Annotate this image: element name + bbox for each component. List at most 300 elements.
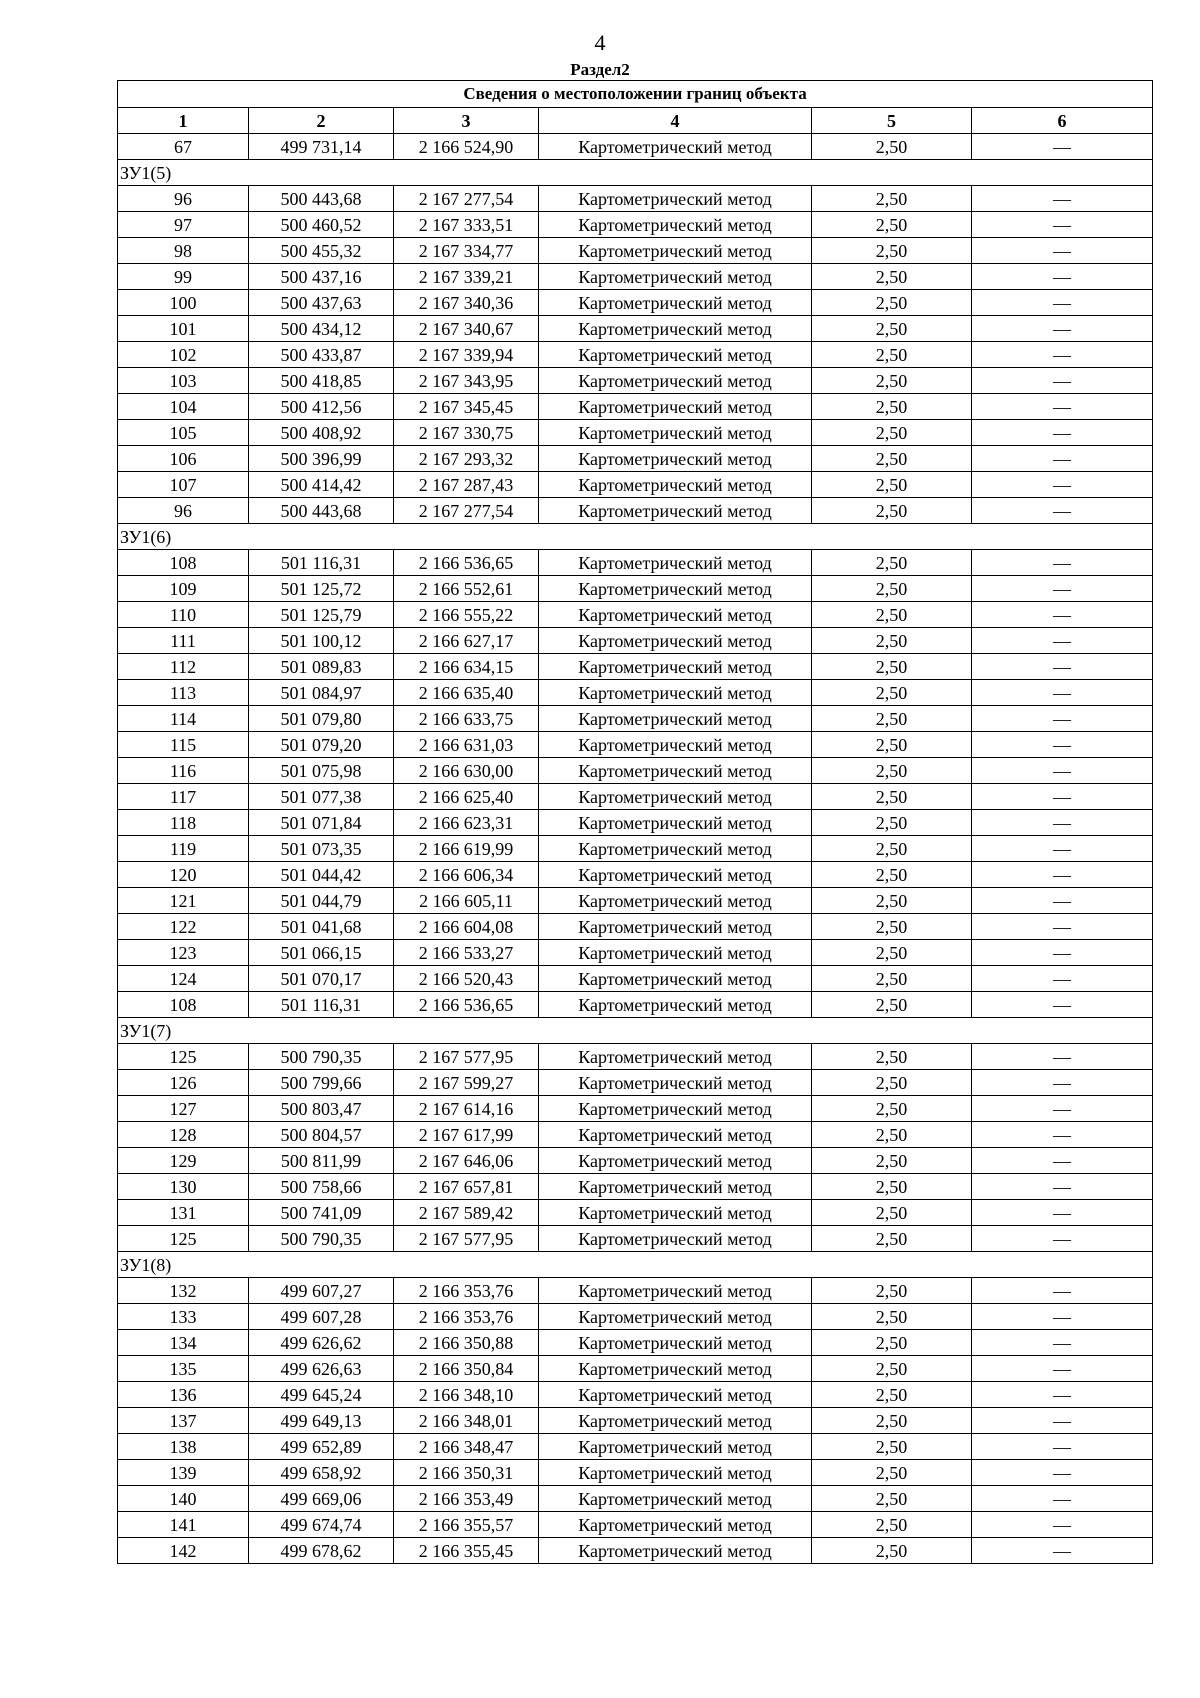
x-coordinate-cell: 500 455,32 <box>249 238 394 264</box>
y-coordinate-cell: 2 166 635,40 <box>394 680 539 706</box>
column-header: 6 <box>972 108 1153 134</box>
table-row <box>118 706 1153 732</box>
method-cell: Картометрический метод <box>539 316 812 342</box>
method-cell: Картометрический метод <box>539 992 812 1018</box>
point-number-cell: 136 <box>118 1382 249 1408</box>
accuracy-cell: 2,50 <box>812 758 972 784</box>
y-coordinate-cell: 2 167 343,95 <box>394 368 539 394</box>
description-cell: — <box>972 602 1153 628</box>
table-body <box>118 134 1153 1564</box>
accuracy-cell: 2,50 <box>812 836 972 862</box>
method-cell: Картометрический метод <box>539 888 812 914</box>
accuracy-cell: 2,50 <box>812 680 972 706</box>
description-cell: — <box>972 368 1153 394</box>
point-number-cell: 119 <box>118 836 249 862</box>
table-row <box>118 1538 1153 1564</box>
x-coordinate-cell: 501 070,17 <box>249 966 394 992</box>
method-cell: Картометрический метод <box>539 446 812 472</box>
table-row <box>118 732 1153 758</box>
boundary-coordinates-table <box>117 80 1153 1564</box>
method-cell: Картометрический метод <box>539 498 812 524</box>
y-coordinate-cell: 2 166 350,31 <box>394 1460 539 1486</box>
x-coordinate-cell: 501 079,20 <box>249 732 394 758</box>
y-coordinate-cell: 2 166 606,34 <box>394 862 539 888</box>
table-caption-row <box>118 81 1153 108</box>
method-cell: Картометрический метод <box>539 1070 812 1096</box>
y-coordinate-cell: 2 166 627,17 <box>394 628 539 654</box>
point-number-cell: 109 <box>118 576 249 602</box>
description-cell: — <box>972 654 1153 680</box>
method-cell: Картометрический метод <box>539 940 812 966</box>
y-coordinate-cell: 2 166 520,43 <box>394 966 539 992</box>
accuracy-cell: 2,50 <box>812 1122 972 1148</box>
method-cell: Картометрический метод <box>539 1278 812 1304</box>
method-cell: Картометрический метод <box>539 628 812 654</box>
method-cell: Картометрический метод <box>539 654 812 680</box>
description-cell: — <box>972 1356 1153 1382</box>
point-number-cell: 111 <box>118 628 249 654</box>
description-cell: — <box>972 784 1153 810</box>
description-cell: — <box>972 628 1153 654</box>
method-cell: Картометрический метод <box>539 1460 812 1486</box>
y-coordinate-cell: 2 166 348,01 <box>394 1408 539 1434</box>
table-row <box>118 862 1153 888</box>
method-cell: Картометрический метод <box>539 1382 812 1408</box>
y-coordinate-cell: 2 167 330,75 <box>394 420 539 446</box>
point-number-cell: 67 <box>118 134 249 160</box>
description-cell: — <box>972 1434 1153 1460</box>
table-row <box>118 1174 1153 1200</box>
point-number-cell: 140 <box>118 1486 249 1512</box>
accuracy-cell: 2,50 <box>812 992 972 1018</box>
method-cell: Картометрический метод <box>539 342 812 368</box>
y-coordinate-cell: 2 166 631,03 <box>394 732 539 758</box>
y-coordinate-cell: 2 166 355,45 <box>394 1538 539 1564</box>
x-coordinate-cell: 499 731,14 <box>249 134 394 160</box>
method-cell: Картометрический метод <box>539 1434 812 1460</box>
point-number-cell: 142 <box>118 1538 249 1564</box>
description-cell: — <box>972 446 1153 472</box>
y-coordinate-cell: 2 166 625,40 <box>394 784 539 810</box>
x-coordinate-cell: 501 071,84 <box>249 810 394 836</box>
description-cell: — <box>972 1096 1153 1122</box>
column-header: 2 <box>249 108 394 134</box>
description-cell: — <box>972 1330 1153 1356</box>
method-cell: Картометрический метод <box>539 602 812 628</box>
accuracy-cell: 2,50 <box>812 1460 972 1486</box>
description-cell: — <box>972 1382 1153 1408</box>
method-cell: Картометрический метод <box>539 1148 812 1174</box>
x-coordinate-cell: 499 626,63 <box>249 1356 394 1382</box>
table-row <box>118 498 1153 524</box>
method-cell: Картометрический метод <box>539 1356 812 1382</box>
method-cell: Картометрический метод <box>539 1512 812 1538</box>
y-coordinate-cell: 2 166 533,27 <box>394 940 539 966</box>
accuracy-cell: 2,50 <box>812 1356 972 1382</box>
group-label: ЗУ1(8) <box>118 1252 1153 1278</box>
method-cell: Картометрический метод <box>539 732 812 758</box>
description-cell: — <box>972 576 1153 602</box>
y-coordinate-cell: 2 167 614,16 <box>394 1096 539 1122</box>
x-coordinate-cell: 500 408,92 <box>249 420 394 446</box>
group-header-row <box>118 524 1153 550</box>
method-cell: Картометрический метод <box>539 1538 812 1564</box>
x-coordinate-cell: 501 125,72 <box>249 576 394 602</box>
description-cell: — <box>972 238 1153 264</box>
description-cell: — <box>972 264 1153 290</box>
method-cell: Картометрический метод <box>539 966 812 992</box>
point-number-cell: 141 <box>118 1512 249 1538</box>
column-header: 4 <box>539 108 812 134</box>
x-coordinate-cell: 500 418,85 <box>249 368 394 394</box>
point-number-cell: 122 <box>118 914 249 940</box>
description-cell: — <box>972 836 1153 862</box>
x-coordinate-cell: 499 669,06 <box>249 1486 394 1512</box>
method-cell: Картометрический метод <box>539 1174 812 1200</box>
accuracy-cell: 2,50 <box>812 420 972 446</box>
accuracy-cell: 2,50 <box>812 862 972 888</box>
group-label: ЗУ1(6) <box>118 524 1153 550</box>
column-number-row <box>118 108 1153 134</box>
x-coordinate-cell: 501 125,79 <box>249 602 394 628</box>
y-coordinate-cell: 2 167 617,99 <box>394 1122 539 1148</box>
accuracy-cell: 2,50 <box>812 1538 972 1564</box>
point-number-cell: 106 <box>118 446 249 472</box>
method-cell: Картометрический метод <box>539 810 812 836</box>
table-caption: Сведения о местоположении границ объекта <box>118 81 1153 108</box>
x-coordinate-cell: 499 607,27 <box>249 1278 394 1304</box>
description-cell: — <box>972 1200 1153 1226</box>
table-row <box>118 1434 1153 1460</box>
table-row <box>118 1408 1153 1434</box>
table-row <box>118 186 1153 212</box>
accuracy-cell: 2,50 <box>812 1226 972 1252</box>
accuracy-cell: 2,50 <box>812 368 972 394</box>
description-cell: — <box>972 550 1153 576</box>
point-number-cell: 118 <box>118 810 249 836</box>
table-row <box>118 628 1153 654</box>
method-cell: Картометрический метод <box>539 784 812 810</box>
table-row <box>118 888 1153 914</box>
x-coordinate-cell: 500 741,09 <box>249 1200 394 1226</box>
description-cell: — <box>972 914 1153 940</box>
point-number-cell: 100 <box>118 290 249 316</box>
x-coordinate-cell: 499 626,62 <box>249 1330 394 1356</box>
table-row <box>118 1278 1153 1304</box>
point-number-cell: 121 <box>118 888 249 914</box>
accuracy-cell: 2,50 <box>812 498 972 524</box>
y-coordinate-cell: 2 166 634,15 <box>394 654 539 680</box>
y-coordinate-cell: 2 167 577,95 <box>394 1226 539 1252</box>
y-coordinate-cell: 2 166 353,76 <box>394 1278 539 1304</box>
accuracy-cell: 2,50 <box>812 576 972 602</box>
table-row <box>118 316 1153 342</box>
method-cell: Картометрический метод <box>539 394 812 420</box>
method-cell: Картометрический метод <box>539 1408 812 1434</box>
description-cell: — <box>972 212 1153 238</box>
point-number-cell: 101 <box>118 316 249 342</box>
point-number-cell: 117 <box>118 784 249 810</box>
method-cell: Картометрический метод <box>539 134 812 160</box>
method-cell: Картометрический метод <box>539 186 812 212</box>
method-cell: Картометрический метод <box>539 1304 812 1330</box>
x-coordinate-cell: 499 652,89 <box>249 1434 394 1460</box>
y-coordinate-cell: 2 166 353,76 <box>394 1304 539 1330</box>
y-coordinate-cell: 2 167 339,94 <box>394 342 539 368</box>
accuracy-cell: 2,50 <box>812 966 972 992</box>
x-coordinate-cell: 501 041,68 <box>249 914 394 940</box>
y-coordinate-cell: 2 166 355,57 <box>394 1512 539 1538</box>
table-row <box>118 1486 1153 1512</box>
description-cell: — <box>972 316 1153 342</box>
description-cell: — <box>972 1408 1153 1434</box>
point-number-cell: 107 <box>118 472 249 498</box>
point-number-cell: 96 <box>118 186 249 212</box>
y-coordinate-cell: 2 167 657,81 <box>394 1174 539 1200</box>
point-number-cell: 113 <box>118 680 249 706</box>
accuracy-cell: 2,50 <box>812 914 972 940</box>
description-cell: — <box>972 498 1153 524</box>
table-row <box>118 914 1153 940</box>
method-cell: Картометрический метод <box>539 1330 812 1356</box>
x-coordinate-cell: 501 100,12 <box>249 628 394 654</box>
point-number-cell: 123 <box>118 940 249 966</box>
x-coordinate-cell: 500 443,68 <box>249 498 394 524</box>
table-row <box>118 290 1153 316</box>
y-coordinate-cell: 2 166 536,65 <box>394 992 539 1018</box>
method-cell: Картометрический метод <box>539 290 812 316</box>
description-cell: — <box>972 1538 1153 1564</box>
y-coordinate-cell: 2 166 605,11 <box>394 888 539 914</box>
point-number-cell: 114 <box>118 706 249 732</box>
column-header: 5 <box>812 108 972 134</box>
method-cell: Картометрический метод <box>539 1044 812 1070</box>
table-row <box>118 940 1153 966</box>
description-cell: — <box>972 732 1153 758</box>
accuracy-cell: 2,50 <box>812 1486 972 1512</box>
accuracy-cell: 2,50 <box>812 472 972 498</box>
table-row <box>118 238 1153 264</box>
table-row <box>118 1356 1153 1382</box>
x-coordinate-cell: 501 084,97 <box>249 680 394 706</box>
point-number-cell: 103 <box>118 368 249 394</box>
table-row <box>118 394 1153 420</box>
x-coordinate-cell: 499 658,92 <box>249 1460 394 1486</box>
y-coordinate-cell: 2 166 524,90 <box>394 134 539 160</box>
description-cell: — <box>972 888 1153 914</box>
y-coordinate-cell: 2 167 340,36 <box>394 290 539 316</box>
description-cell: — <box>972 1122 1153 1148</box>
accuracy-cell: 2,50 <box>812 1148 972 1174</box>
description-cell: — <box>972 420 1153 446</box>
accuracy-cell: 2,50 <box>812 1382 972 1408</box>
description-cell: — <box>972 1044 1153 1070</box>
y-coordinate-cell: 2 166 552,61 <box>394 576 539 602</box>
method-cell: Картометрический метод <box>539 550 812 576</box>
group-label: ЗУ1(7) <box>118 1018 1153 1044</box>
description-cell: — <box>972 862 1153 888</box>
table-row <box>118 1070 1153 1096</box>
y-coordinate-cell: 2 167 293,32 <box>394 446 539 472</box>
accuracy-cell: 2,50 <box>812 654 972 680</box>
accuracy-cell: 2,50 <box>812 1330 972 1356</box>
y-coordinate-cell: 2 167 334,77 <box>394 238 539 264</box>
description-cell: — <box>972 186 1153 212</box>
x-coordinate-cell: 501 066,15 <box>249 940 394 966</box>
point-number-cell: 135 <box>118 1356 249 1382</box>
table-row <box>118 810 1153 836</box>
x-coordinate-cell: 501 044,42 <box>249 862 394 888</box>
method-cell: Картометрический метод <box>539 706 812 732</box>
point-number-cell: 108 <box>118 992 249 1018</box>
accuracy-cell: 2,50 <box>812 342 972 368</box>
table-row <box>118 1304 1153 1330</box>
accuracy-cell: 2,50 <box>812 1200 972 1226</box>
accuracy-cell: 2,50 <box>812 732 972 758</box>
accuracy-cell: 2,50 <box>812 238 972 264</box>
y-coordinate-cell: 2 166 536,65 <box>394 550 539 576</box>
method-cell: Картометрический метод <box>539 1226 812 1252</box>
point-number-cell: 96 <box>118 498 249 524</box>
description-cell: — <box>972 290 1153 316</box>
description-cell: — <box>972 1070 1153 1096</box>
accuracy-cell: 2,50 <box>812 810 972 836</box>
point-number-cell: 102 <box>118 342 249 368</box>
description-cell: — <box>972 1278 1153 1304</box>
y-coordinate-cell: 2 166 623,31 <box>394 810 539 836</box>
y-coordinate-cell: 2 166 604,08 <box>394 914 539 940</box>
x-coordinate-cell: 501 079,80 <box>249 706 394 732</box>
method-cell: Картометрический метод <box>539 238 812 264</box>
method-cell: Картометрический метод <box>539 680 812 706</box>
accuracy-cell: 2,50 <box>812 784 972 810</box>
description-cell: — <box>972 1486 1153 1512</box>
y-coordinate-cell: 2 167 277,54 <box>394 498 539 524</box>
description-cell: — <box>972 472 1153 498</box>
table-head <box>118 81 1153 134</box>
method-cell: Картометрический метод <box>539 212 812 238</box>
y-coordinate-cell: 2 167 577,95 <box>394 1044 539 1070</box>
group-label: ЗУ1(5) <box>118 160 1153 186</box>
method-cell: Картометрический метод <box>539 1486 812 1512</box>
group-header-row <box>118 1018 1153 1044</box>
point-number-cell: 127 <box>118 1096 249 1122</box>
x-coordinate-cell: 500 803,47 <box>249 1096 394 1122</box>
description-cell: — <box>972 1148 1153 1174</box>
point-number-cell: 131 <box>118 1200 249 1226</box>
point-number-cell: 110 <box>118 602 249 628</box>
column-header: 3 <box>394 108 539 134</box>
x-coordinate-cell: 501 044,79 <box>249 888 394 914</box>
point-number-cell: 98 <box>118 238 249 264</box>
x-coordinate-cell: 500 790,35 <box>249 1044 394 1070</box>
accuracy-cell: 2,50 <box>812 316 972 342</box>
table-row <box>118 784 1153 810</box>
table-row <box>118 1200 1153 1226</box>
table-row <box>118 368 1153 394</box>
accuracy-cell: 2,50 <box>812 446 972 472</box>
accuracy-cell: 2,50 <box>812 550 972 576</box>
description-cell: — <box>972 680 1153 706</box>
point-number-cell: 124 <box>118 966 249 992</box>
y-coordinate-cell: 2 166 630,00 <box>394 758 539 784</box>
x-coordinate-cell: 499 678,62 <box>249 1538 394 1564</box>
x-coordinate-cell: 500 811,99 <box>249 1148 394 1174</box>
table-row <box>118 446 1153 472</box>
method-cell: Картометрический метод <box>539 1096 812 1122</box>
point-number-cell: 138 <box>118 1434 249 1460</box>
y-coordinate-cell: 2 166 619,99 <box>394 836 539 862</box>
description-cell: — <box>972 1460 1153 1486</box>
point-number-cell: 125 <box>118 1226 249 1252</box>
accuracy-cell: 2,50 <box>812 290 972 316</box>
x-coordinate-cell: 500 437,63 <box>249 290 394 316</box>
x-coordinate-cell: 500 396,99 <box>249 446 394 472</box>
table-row <box>118 1512 1153 1538</box>
description-cell: — <box>972 394 1153 420</box>
table-row <box>118 1330 1153 1356</box>
x-coordinate-cell: 501 116,31 <box>249 550 394 576</box>
table-row <box>118 342 1153 368</box>
point-number-cell: 97 <box>118 212 249 238</box>
y-coordinate-cell: 2 167 599,27 <box>394 1070 539 1096</box>
y-coordinate-cell: 2 167 339,21 <box>394 264 539 290</box>
x-coordinate-cell: 499 645,24 <box>249 1382 394 1408</box>
method-cell: Картометрический метод <box>539 1122 812 1148</box>
accuracy-cell: 2,50 <box>812 706 972 732</box>
accuracy-cell: 2,50 <box>812 264 972 290</box>
accuracy-cell: 2,50 <box>812 134 972 160</box>
method-cell: Картометрический метод <box>539 758 812 784</box>
accuracy-cell: 2,50 <box>812 1434 972 1460</box>
accuracy-cell: 2,50 <box>812 888 972 914</box>
table-row <box>118 1044 1153 1070</box>
description-cell: — <box>972 1174 1153 1200</box>
x-coordinate-cell: 499 649,13 <box>249 1408 394 1434</box>
accuracy-cell: 2,50 <box>812 1408 972 1434</box>
accuracy-cell: 2,50 <box>812 1278 972 1304</box>
x-coordinate-cell: 500 460,52 <box>249 212 394 238</box>
method-cell: Картометрический метод <box>539 368 812 394</box>
table-row <box>118 472 1153 498</box>
accuracy-cell: 2,50 <box>812 1512 972 1538</box>
y-coordinate-cell: 2 167 333,51 <box>394 212 539 238</box>
description-cell: — <box>972 992 1153 1018</box>
accuracy-cell: 2,50 <box>812 628 972 654</box>
x-coordinate-cell: 500 414,42 <box>249 472 394 498</box>
y-coordinate-cell: 2 167 589,42 <box>394 1200 539 1226</box>
method-cell: Картометрический метод <box>539 420 812 446</box>
x-coordinate-cell: 500 799,66 <box>249 1070 394 1096</box>
accuracy-cell: 2,50 <box>812 394 972 420</box>
description-cell: — <box>972 134 1153 160</box>
table-row <box>118 1122 1153 1148</box>
description-cell: — <box>972 1226 1153 1252</box>
description-cell: — <box>972 758 1153 784</box>
point-number-cell: 99 <box>118 264 249 290</box>
x-coordinate-cell: 499 674,74 <box>249 1512 394 1538</box>
point-number-cell: 134 <box>118 1330 249 1356</box>
x-coordinate-cell: 500 434,12 <box>249 316 394 342</box>
table-row <box>118 654 1153 680</box>
x-coordinate-cell: 501 077,38 <box>249 784 394 810</box>
point-number-cell: 108 <box>118 550 249 576</box>
x-coordinate-cell: 500 412,56 <box>249 394 394 420</box>
y-coordinate-cell: 2 166 555,22 <box>394 602 539 628</box>
x-coordinate-cell: 501 073,35 <box>249 836 394 862</box>
description-cell: — <box>972 342 1153 368</box>
accuracy-cell: 2,50 <box>812 1096 972 1122</box>
